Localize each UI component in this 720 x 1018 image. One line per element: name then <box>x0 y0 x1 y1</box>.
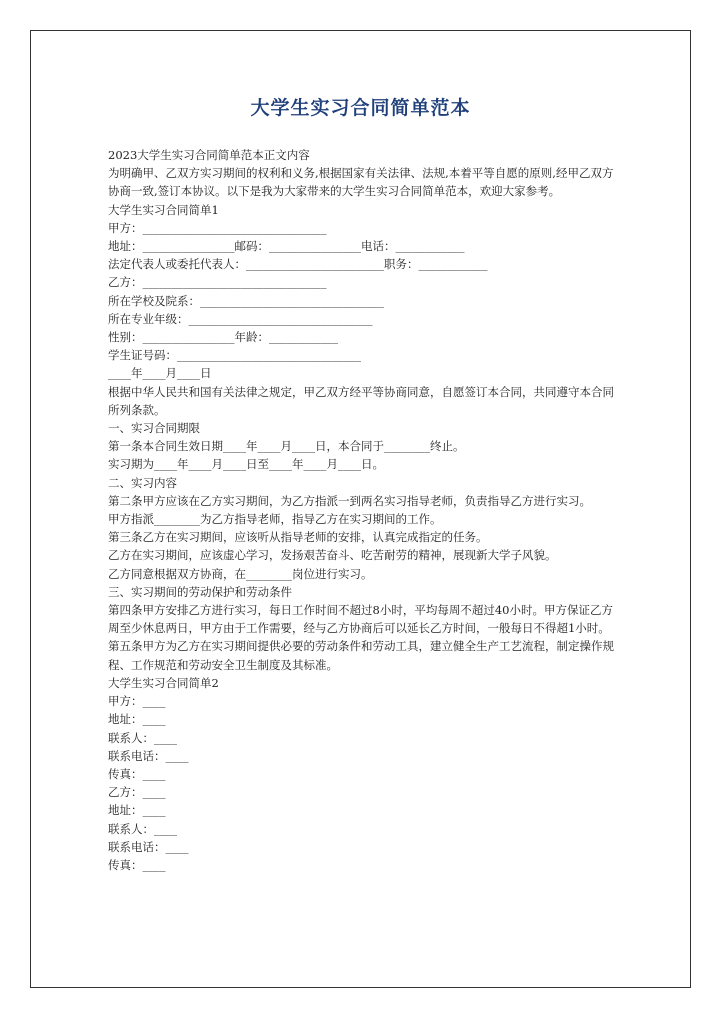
paragraph: 第一条本合同生效日期____年____月____日，本合同于________终止。 <box>108 439 465 454</box>
section-heading: 一、实习合同期限 <box>108 421 200 436</box>
document-body <box>108 146 623 874</box>
section-heading: 大学生实习合同简单2 <box>108 675 219 690</box>
paragraph: 乙方在实习期间，应该虚心学习，发扬艰苦奋斗、吃苦耐劳的精神，展现新大学子风貌。 <box>108 548 557 563</box>
section-heading: 三、实习期间的劳动保护和劳动条件 <box>108 584 292 599</box>
form-line: 性别：________________年龄：____________ <box>108 330 338 345</box>
paragraph: 第四条甲方安排乙方进行实习，每日工作时间不超过8小时，平均每周不超过40小时。甲方保证乙方周至少休息两日，甲方由于工作需要，经与乙方协商后可以延长乙方时间，一般每日不得超1小时。 <box>108 603 613 636</box>
form-line: 法定代表人或委托代表人：________________________职务：____________ <box>108 257 488 272</box>
form-line: 联系人：____ <box>108 821 177 836</box>
paragraph: 实习期为____年____月____日至____年____月____日。 <box>108 457 384 472</box>
section-heading: 二、实习内容 <box>108 475 177 490</box>
form-line: 联系电话：____ <box>108 748 189 763</box>
document-title: 大学生实习合同简单范本 <box>250 97 471 119</box>
form-line: 地址：________________邮码：________________电话：____________ <box>108 239 465 254</box>
form-line: 联系电话：____ <box>108 839 189 854</box>
document-page <box>30 30 691 988</box>
intro-heading: 2023大学生实习合同简单范本正文内容 <box>108 148 310 162</box>
paragraph: 第三条乙方在实习期间，应该听从指导老师的安排，认真完成指定的任务。 <box>108 530 488 545</box>
paragraph: 甲方指派________为乙方指导老师，指导乙方在实习期间的工作。 <box>108 512 442 527</box>
form-line: 甲方：________________________________ <box>108 220 327 235</box>
form-line: 地址：____ <box>108 712 166 727</box>
form-line: 乙方：____ <box>108 785 166 800</box>
form-line: 所在专业年级：________________________________ <box>108 311 373 326</box>
form-line: 传真：____ <box>108 766 166 781</box>
paragraph: 根据中华人民共和国有关法律之规定，甲乙双方经平等协商同意，自愿签订本合同，共同遵守本合同所列条款。 <box>108 384 614 417</box>
form-line: 甲方：____ <box>108 694 166 709</box>
form-line: 乙方：________________________________ <box>108 275 327 290</box>
paragraph: 第五条甲方为乙方在实习期间提供必要的劳动条件和劳动工具，建立健全生产工艺流程，制定操作规程、工作规范和劳动安全卫生制度及其标准。 <box>108 639 614 672</box>
intro-paragraph: 为明确甲、乙双方实习期间的权利和义务,根据国家有关法律、法规,本着平等自愿的原则,经甲乙双方协商一致,签订本协议。以下是我为大家带来的大学生实习合同简单范本，欢迎大家参考。 <box>108 166 614 199</box>
paragraph: 第二条甲方应该在乙方实习期间，为乙方指派一到两名实习指导老师，负责指导乙方进行实习。 <box>108 493 591 508</box>
section-heading: 大学生实习合同简单1 <box>108 202 219 217</box>
date-line: ____年____月____日 <box>108 366 212 381</box>
form-line: 传真：____ <box>108 857 166 872</box>
form-line: 学生证号码：________________________________ <box>108 348 361 363</box>
form-line: 联系人：____ <box>108 730 177 745</box>
paragraph: 乙方同意根据双方协商，在________岗位进行实习。 <box>108 566 373 581</box>
form-line: 所在学校及院系：________________________________ <box>108 293 384 308</box>
form-line: 地址：____ <box>108 803 166 818</box>
